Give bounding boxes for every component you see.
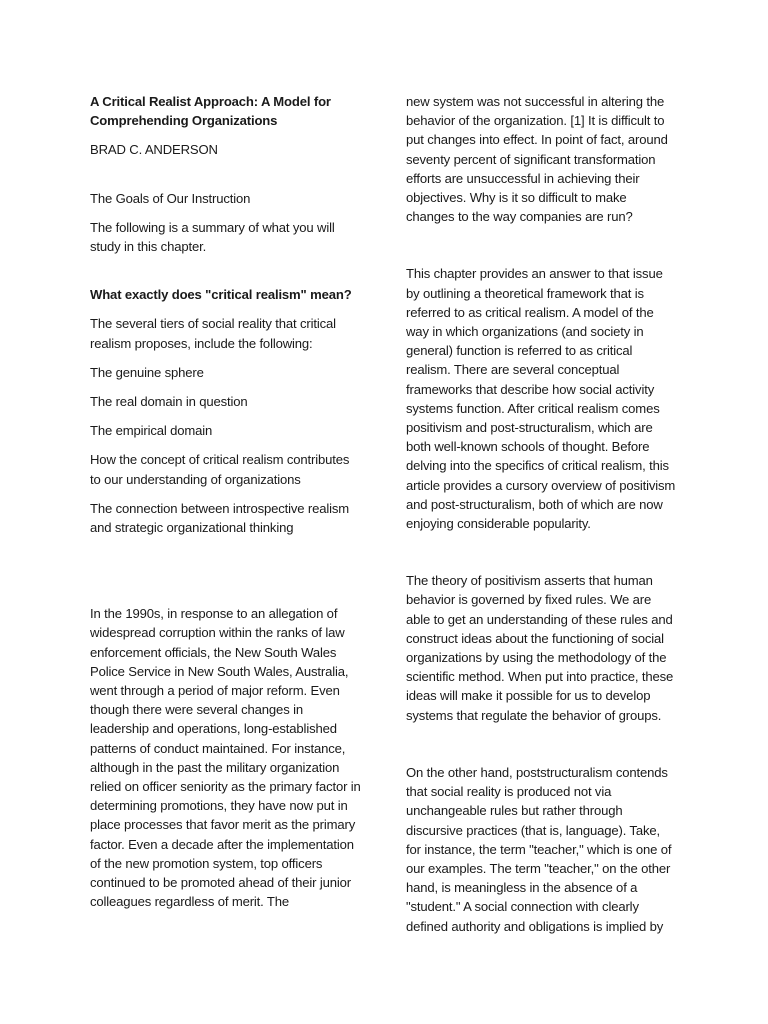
list-item: The real domain in question [90, 394, 248, 410]
list-item: The connection between introspective realism and strategic organizational thinking [90, 500, 350, 536]
tiers-intro: The several tiers of social reality that critical realism proposes, include the following: [90, 316, 336, 351]
author-name: BRAD C. ANDERSON [90, 142, 218, 158]
section-heading: What exactly does "critical realism" mean? [90, 287, 352, 303]
body-paragraph: In the 1990s, in response to an allegation of widespread corruption within the ranks of law enforcement officials, the New South Wales Police Service in New South Wales, Australia, went through a period of major reform. Even though there were several changes in leadership and operations, long-established patterns of conduct maintained. For instance, although in the past the military organization relied on officer seniority as the primary factor in determining promotions, they have now put in place processes that favor merit as the primary factor. Even a decade after the implementation of the new promotion system, top officers continued to be promoted ahead of their junior colleagues regardless of merit. The [90, 606, 361, 910]
list-item: How the concept of critical realism contributes to our understanding of organizations [90, 452, 350, 487]
body-paragraph: new system was not successful in altering the behavior of the organization. [1] It is difficult to put changes into effect. In point of fact, around seventy percent of significant transformation efforts are unsuccessful in achieving their objectives. Why is it so difficult to make changes to the way companies are run? [406, 94, 668, 225]
body-paragraph: This chapter provides an answer to that issue by outlining a theoretical framework that is referred to as critical realism. A model of the way in which organizations (and society in general) function is referred to as critical realism. There are several conceptual frameworks that describe how social activity systems function. After critical realism comes positivism and post-structuralism, which are both well-known schools of thought. Before delving into the specifics of critical realism, this article provides a cursory overview of positivism and post-structuralism, both of which are now enjoying considerable popularity. [406, 266, 676, 532]
list-item: The empirical domain [90, 423, 213, 439]
body-paragraph: The theory of positivism asserts that human behavior is governed by fixed rules. We are able to get an understanding of these rules and construct ideas about the functioning of social organizations by using the methodology of the scientific method. When put into practice, these ideas will make it possible for us to develop systems that regulate the behavior of groups. [406, 573, 674, 723]
document-title: A Critical Realist Approach: A Model for Comprehending Organizations [90, 94, 331, 129]
goals-intro: The following is a summary of what you will study in this chapter. [90, 219, 335, 255]
list-item: The genuine sphere [90, 364, 204, 380]
right-column [406, 92, 678, 936]
goals-heading: The Goals of Our Instruction [90, 190, 251, 206]
body-paragraph: On the other hand, poststructuralism contends that social reality is produced not via unchangeable rules but rather through discursive practices (that is, language). Take, for instance, the term "teacher," which is one of our examples. The term "teacher," on the other hand, is meaningless in the absence of a "student." A social connection with clearly defined authority and obligations is implied by [406, 764, 672, 934]
left-column [90, 92, 362, 912]
